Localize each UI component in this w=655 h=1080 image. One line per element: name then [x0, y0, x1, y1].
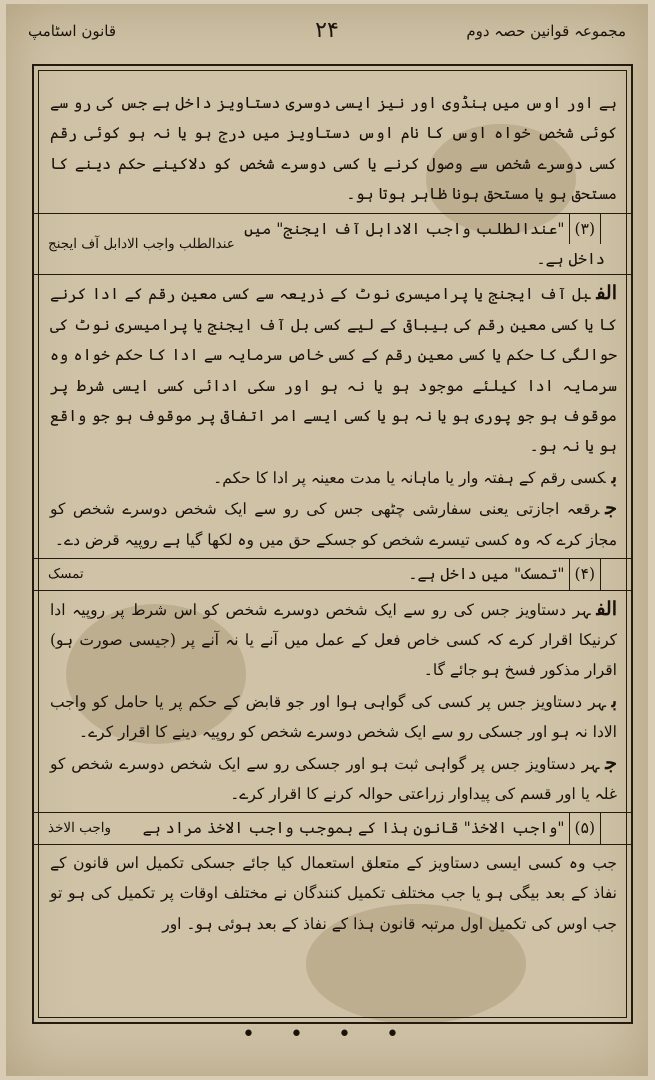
header-book-section: مجموعہ قوانین حصہ دوم — [466, 22, 626, 40]
clause-marker: ب — [611, 465, 617, 488]
clause-jeem-2 — [50, 748, 617, 810]
clause-text: کسی رقم کے ہفتہ وار یا ماہانہ یا مدت معینہ پر ادا کا حکم۔ — [213, 468, 606, 487]
text-frame — [32, 64, 633, 1024]
clause-marker: ج — [605, 751, 617, 774]
clause-text: رقعہ اجازتی یعنی سفارشی چٹھی جس کی رو سے ایک شخص دوسرے شخص کو مجاز کرے کہ وہ کسی تیسرے شخص کو جسکے حق میں وہ لکھا گیا ہے روپیہ قرض دے۔ — [50, 500, 617, 549]
body-text — [50, 88, 617, 939]
section-number: (۴) — [569, 559, 601, 589]
clause-text: ہر دستاویز جس پر گواہی ثبت ہو اور جسکی رو سے ایک شخص دوسرے شخص کو غلہ یا اور قسم کی پیداوار زراعتی حوالہ کرنے کا اقرار کرے۔ — [50, 754, 617, 803]
definition-heading-3 — [34, 213, 631, 276]
clause-be-2 — [50, 686, 617, 748]
clause-alif-2 — [50, 594, 617, 686]
margin-term: عندالطلب واجب الادابل آف ایجنج — [48, 235, 235, 252]
margin-term: تمسک — [48, 566, 84, 583]
section-number: (۵) — [569, 813, 601, 843]
footer-dots: • • • • — [242, 1022, 413, 1047]
header-act-title: قانون اسٹامپ — [28, 22, 117, 40]
definition-heading-4 — [34, 558, 631, 590]
clause-marker: الف — [596, 597, 617, 620]
clause-alif-1 — [50, 278, 617, 461]
page-number: ۲۴ — [315, 18, 339, 43]
clause-text: ہر دستاویز جس کی رو سے ایک شخص دوسرے شخص کو اس شرط پر روپیہ ادا کرنیکا اقرار کرے کہ کسی خاص فعل کے عمل میں آنے یا نہ آنے پر (جیسی صورت ہو) اقرار مذکور فسخ ہو جائے گا۔ — [50, 600, 617, 680]
clause-be-1 — [50, 462, 617, 493]
clause-text: ہر دستاویز جس پر کسی کی گواہی ہوا اور جو قابض کے حکم پر یا حامل کو واجب الادا نہ ہو اور جسکی رو سے ایک شخص دوسرے شخص کو روپیہ دینے کا اقرار کرے۔ — [50, 692, 617, 742]
section-number: (۳) — [569, 214, 601, 244]
paragraph-closing: جب وہ کسی ایسی دستاویز کے متعلق استعمال کیا جائے جسکی تکمیل اس قانون کے نفاذ کے بعد بیگی ہو یا جب مختلف تکمیل کنندگان نے مختلف اوقات پر تکمیل کی ہو تو جب اوس کی تکمیل اول مرتبہ قانون ہذا کے نفاذ کے بعد ہوئی ہو۔ اور — [50, 853, 617, 933]
definition-text: "واجب الاخذ" قانون ہذا کے بموجب واجب الاخذ مراد ہے — [142, 819, 565, 838]
definition-heading-5 — [34, 812, 631, 844]
definition-text: "تمسک" میں داخل ہے۔ — [408, 565, 565, 584]
running-header — [28, 18, 626, 46]
paragraph-continuation: ہے اور اوس میں ہنڈوی اور نیز ایسی دوسری دستاویز داخل ہے جس کی رو سے کوئی شخص خواہ اوس کا نام اوس دستاویز میں درج ہو یا نہ ہو کوئی رقم کسی دوسرے شخص سے وصول کرنے یا کسی دوسرے شخص کو دلاکینے حکم دینے کا مستحق ہو یا مستحق ہونا ظاہر ہوتا ہو۔ — [50, 94, 617, 204]
definition-text: "عندالطلب واجب الادابل آف ایجنج" میں داخل ہے۔ — [244, 219, 605, 269]
clause-jeem-1 — [50, 493, 617, 555]
clause-text: بل آف ایجنج یا پرامیسری نوٹ کے ذریعہ سے کسی معین رقم کے ادا کرنے کا یا کسی معین رقم کی بیباقی کے لیے کسی بل آف ایجنج یا پرامیسری نوٹ کی حوالگی کا حکم یا کسی معین رقم کے کسی خاص سرمایہ سے ادا کا حکم خواہ وہ سرمایہ ادا کیلئے موجود ہو یا نہ ہو اور سکی ادائی کسی ایسی شرط پر موقوف ہو جو پوری ہو یا نہ ہو یا کسی ایسے امر اتفاقی پر موقوف ہو جو واقع ہو یا نہ ہو۔ — [50, 285, 617, 456]
margin-term: واجب الاخذ — [48, 820, 112, 837]
clause-marker: الف — [596, 282, 617, 305]
clause-marker: ج — [605, 497, 617, 520]
clause-marker: ب — [611, 689, 617, 712]
